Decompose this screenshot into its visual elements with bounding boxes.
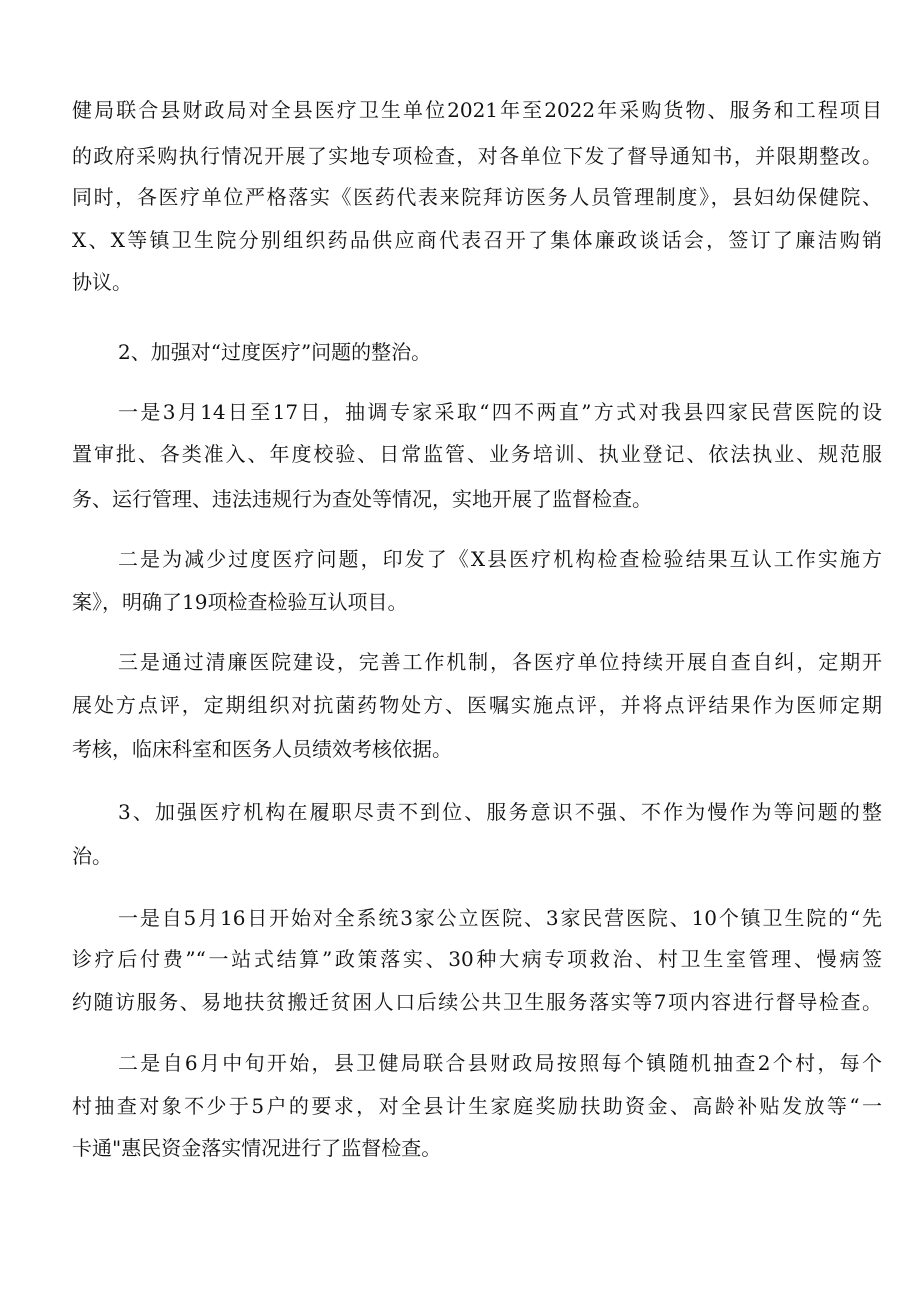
text-line: 一是自5月16日开始对全系统3家公立医院、3家民营医院、10个镇卫生院的“先 (118, 906, 882, 930)
text-line: 一是3月14日至17日，抽调专家采取“四不两直”方式对我县四家民营医院的设 (118, 400, 882, 424)
text-line: 二是自6月中旬开始，县卫健局联合县财政局按照每个镇随机抽查2个村，每个 (118, 1051, 882, 1075)
text-line: 考核，临床科室和医务人员绩效考核依据。 (72, 737, 452, 761)
text-line: 的政府采购执行情况开展了实地专项检查，对各单位下发了督导通知书，并限期整改。 (72, 144, 882, 168)
text-line: 展处方点评，定期组织对抗菌药物处方、医嘱实施点评，并将点评结果作为医师定期 (72, 693, 882, 717)
section-heading: 3、加强医疗机构在履职尽责不到位、服务意识不强、不作为慢作为等问题的整 (118, 800, 882, 824)
text-line: 约随访服务、易地扶贫搬迁贫困人口后续公共卫生服务落实等7项内容进行督导检查。 (72, 990, 882, 1014)
text-line: 务、运行管理、违法违规行为查处等情况，实地开展了监督检查。 (72, 487, 652, 511)
text-line: 同时，各医疗单位严格落实《医药代表来院拜访医务人员管理制度》，县妇幼保健院、 (72, 185, 882, 209)
text-line: X、X等镇卫生院分别组织药品供应商代表召开了集体廉政谈话会，签订了廉洁购销 (72, 228, 882, 252)
text-line: 健局联合县财政局对全县医疗卫生单位2021年至2022年采购货物、服务和工程项目 (72, 98, 882, 122)
text-line: 置审批、各类准入、年度校验、日常监管、业务培训、执业登记、依法执业、规范服 (72, 442, 882, 466)
text-line: 三是通过清廉医院建设，完善工作机制，各医疗单位持续开展自查自纠，定期开 (118, 650, 882, 674)
text-line: 诊疗后付费”“一站式结算”政策落实、30种大病专项救治、村卫生室管理、慢病签 (72, 947, 882, 971)
section-heading: 2、加强对“过度医疗”问题的整治。 (118, 340, 432, 364)
text-line: 协议。 (72, 270, 132, 294)
text-line: 村抽查对象不少于5户的要求，对全县计生家庭奖励扶助资金、高龄补贴发放等“一 (72, 1094, 882, 1118)
text-line: 案》，明确了19项检查检验互认项目。 (72, 590, 408, 614)
text-line: 二是为减少过度医疗问题，印发了《X县医疗机构检查检验结果互认工作实施方 (118, 547, 882, 571)
section-heading-continuation: 治。 (72, 844, 112, 868)
text-line: 卡通"惠民资金落实情况进行了监督检查。 (72, 1136, 442, 1160)
